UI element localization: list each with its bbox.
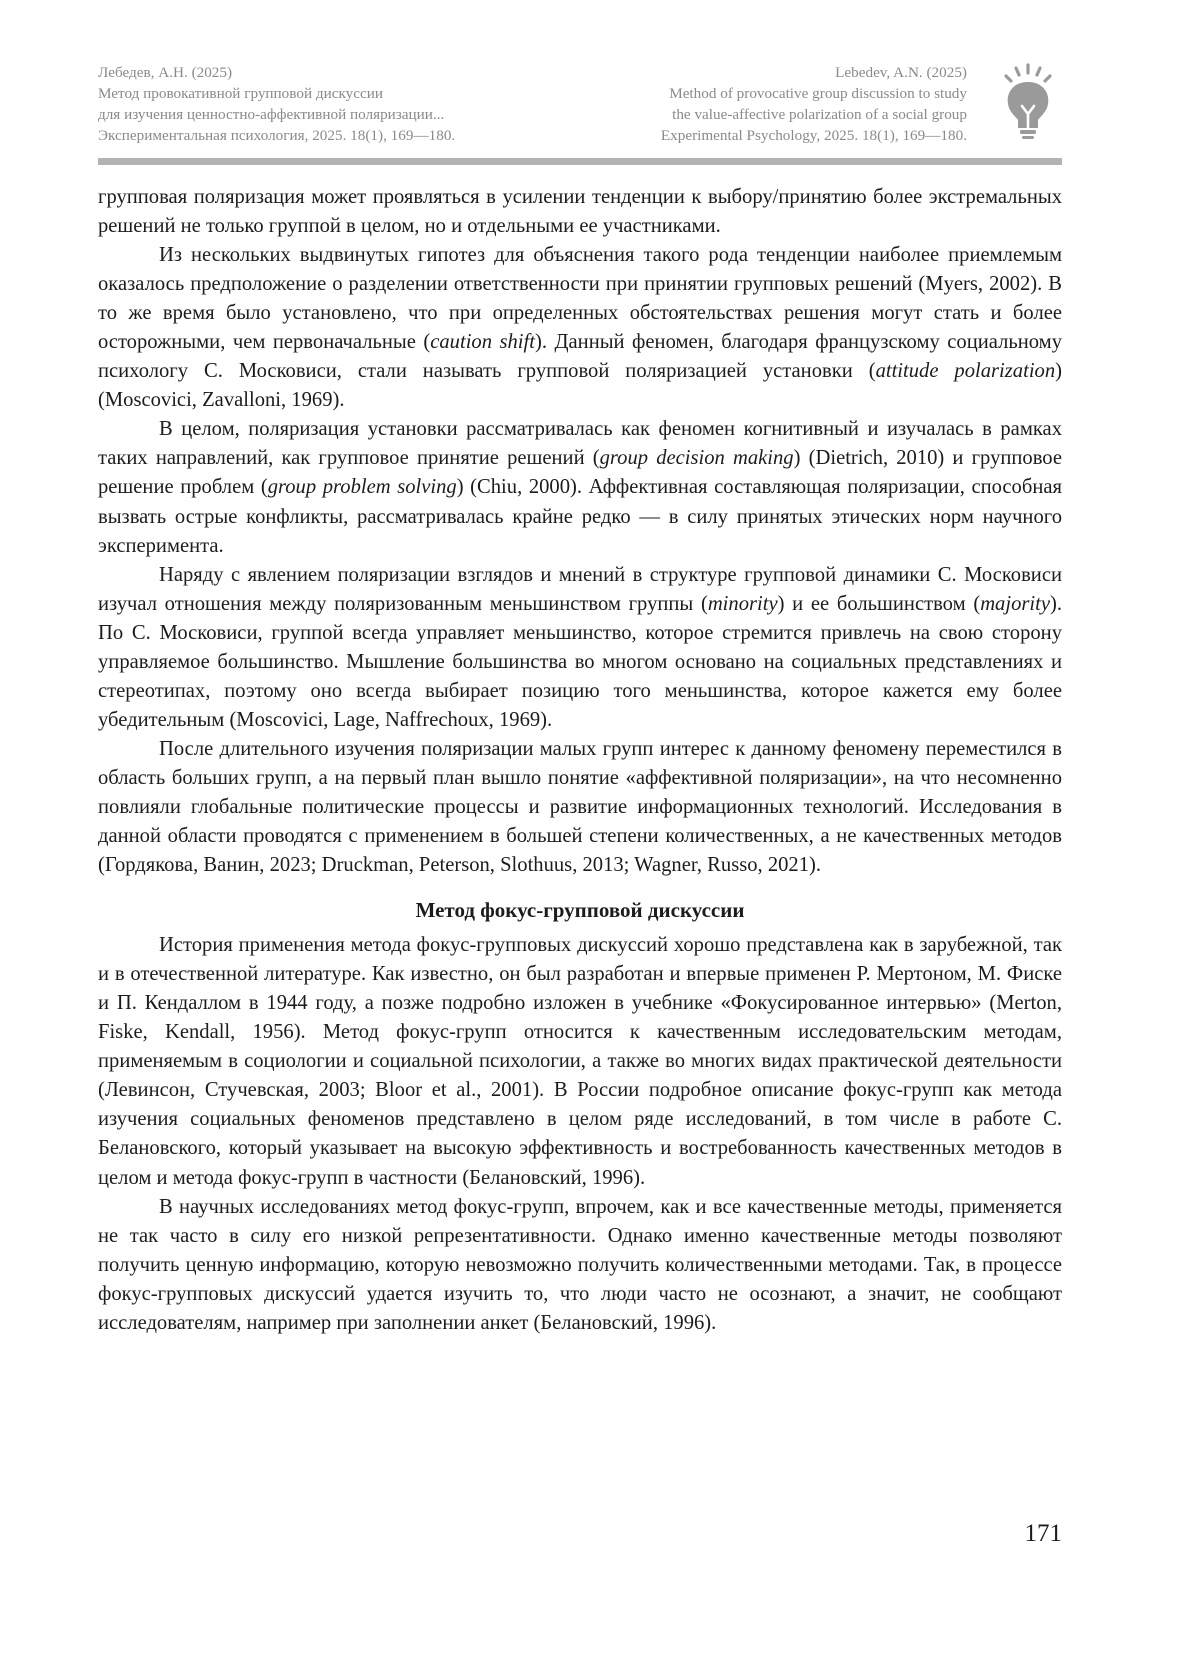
paragraph-text: После длительного изучения поляризации малых групп интерес к данному феномену переместился в область больших групп, а на первый план вышло понятие «аффективной поляризации», на что несомненно повлияли глобальные политические процессы и развитие информационных технологий. Исследования в данной области проводятся с применением в большей степени количественных, а не качественных методов (Гордякова, Ванин, 2023; Druckman, Peterson, Slothuus, 2013; Wagner, Russo, 2021). bbox=[98, 737, 1062, 877]
paragraph-text: ) (Moscovici, Zavalloni, 1969). bbox=[98, 360, 1062, 412]
paragraph bbox=[98, 415, 1062, 560]
header-en-line: Experimental Psychology, 2025. 18(1), 169—180. bbox=[660, 127, 967, 144]
paragraph bbox=[98, 241, 1062, 415]
header-ru-line: Метод провокативной групповой дискуссии bbox=[98, 85, 383, 102]
italic-term: attitude polarization bbox=[875, 360, 1056, 383]
header-en-line: Lebedev, A.N. (2025) bbox=[835, 64, 967, 81]
paragraph-text: ). Данный феномен, благодаря французскому социальному психологу С. Московиси, стали называть групповой поляризацией установки ( bbox=[98, 331, 1062, 383]
paragraph-text: В научных исследованиях метод фокус-групп, впрочем, как и все качественные методы, применяется не так часто в силу его низкой репрезентативности. Однако именно качественные методы позволяют получить ценную информацию, которую невозможно получить количественными методами. Так, в процессе фокус-групповых дискуссий удается изучить то, что люди часто не осознают, а значит, не сообщают исследователям, например при заполнении анкет (Белановский, 1996). bbox=[98, 1195, 1062, 1334]
paragraph-text: ). По С. Московиси, группой всегда управляет меньшинство, которое стремится привлечь на свою сторону управляемое большинство. Мышление большинства во многом основано на социальных представлениях и стереотипах, поэтому оно всегда выбирает позицию того меньшинства, которое кажется ему более убедительным (Moscovici, Lage, Naffrechoux, 1969). bbox=[98, 592, 1062, 731]
header-citation-ru bbox=[98, 62, 568, 146]
paragraph-text: ) и ее большинством ( bbox=[777, 592, 981, 615]
header-ru-line: Лебедев, А.Н. (2025) bbox=[98, 64, 233, 81]
paragraph-text: В целом, поляризация установки рассматривалась как феномен когнитивный и изучалась в рамках таких направлений, как групповое принятие решений ( bbox=[98, 418, 1062, 470]
page-number: 171 bbox=[1024, 1520, 1062, 1547]
header-ru-line: Экспериментальная психология, 2025. 18(1), 169—180. bbox=[98, 127, 456, 144]
italic-term: minority bbox=[707, 592, 778, 615]
italic-term: caution shift bbox=[430, 331, 535, 354]
paragraph-text: ) (Chiu, 2000). Аффективная составляющая поляризации, способная вызвать острые конфликты, рассматривалась крайне редко — в силу принятых этических норм научного эксперимента. bbox=[98, 476, 1062, 557]
paragraph-text: Из нескольких выдвинутых гипотез для объяснения такого рода тенденции наиболее приемлемым оказалось предположение о разделении ответственности при принятии групповых решений (Myers, 2002). В то же время было установлено, что при определенных обстоятельствах решения могут стать и более осторожными, чем первоначальные ( bbox=[98, 244, 1062, 354]
paragraph bbox=[98, 183, 1062, 241]
section-heading: Метод фокус-групповой дискуссии bbox=[415, 898, 745, 923]
paragraph-text: групповая поляризация может проявляться в усилении тенденции к выбору/принятию более экстремальных решений не только группой в целом, но и отдельными ее участниками. bbox=[98, 186, 1062, 238]
header-en-line: the value-affective polarization of a social group bbox=[672, 106, 967, 123]
paragraph bbox=[98, 931, 1062, 1192]
header-ru-line: для изучения ценностно-аффективной поляризации... bbox=[98, 106, 445, 123]
italic-term: group decision making bbox=[599, 447, 794, 470]
lightbulb-icon bbox=[1000, 62, 1062, 140]
paragraph-text: История применения метода фокус-групповых дискуссий хорошо представлена как в зарубежной, так и в отечественной литературе. Как известно, он был разработан и впервые применен Р. Мертоном, М. Фиске и П. Кендаллом в 1944 году, а позже подробно изложен в учебнике «Фокусированное интервью» (Merton, Fiske, Kendall, 1956). Метод фокус-групп относится к качественным исследовательским методам, применяемым в социологии и социальной психологии, а также во многих видах практической деятельности (Левинсон, Стучевская, 2003; Bloor et al., 2001). В России подробное описание фокус-групп как метода изучения социальных феноменов представлено в целом ряде исследований, в том числе в работе С. Белановского, который указывает на высокую эффективность и востребованность качественных методов в целом и метода фокус-групп в частности (Белановский, 1996). bbox=[98, 934, 1062, 1189]
article-body bbox=[98, 183, 1062, 1338]
paragraph bbox=[98, 561, 1062, 735]
header-en-line: Method of provocative group discussion to study bbox=[669, 85, 967, 102]
paragraph bbox=[98, 1193, 1062, 1338]
header-citation-en bbox=[537, 62, 967, 146]
running-header bbox=[98, 62, 1062, 146]
header-divider bbox=[98, 158, 1062, 165]
paragraph bbox=[98, 735, 1062, 880]
italic-term: majority bbox=[980, 592, 1050, 615]
paragraph-text: Наряду с явлением поляризации взглядов и мнений в структуре групповой динамики С. Московиси изучал отношения между поляризованным меньшинством группы ( bbox=[98, 563, 1062, 615]
paragraph-text: ) (Dietrich, 2010) и групповое решение проблем ( bbox=[98, 447, 1062, 499]
italic-term: group problem solving bbox=[267, 476, 457, 499]
